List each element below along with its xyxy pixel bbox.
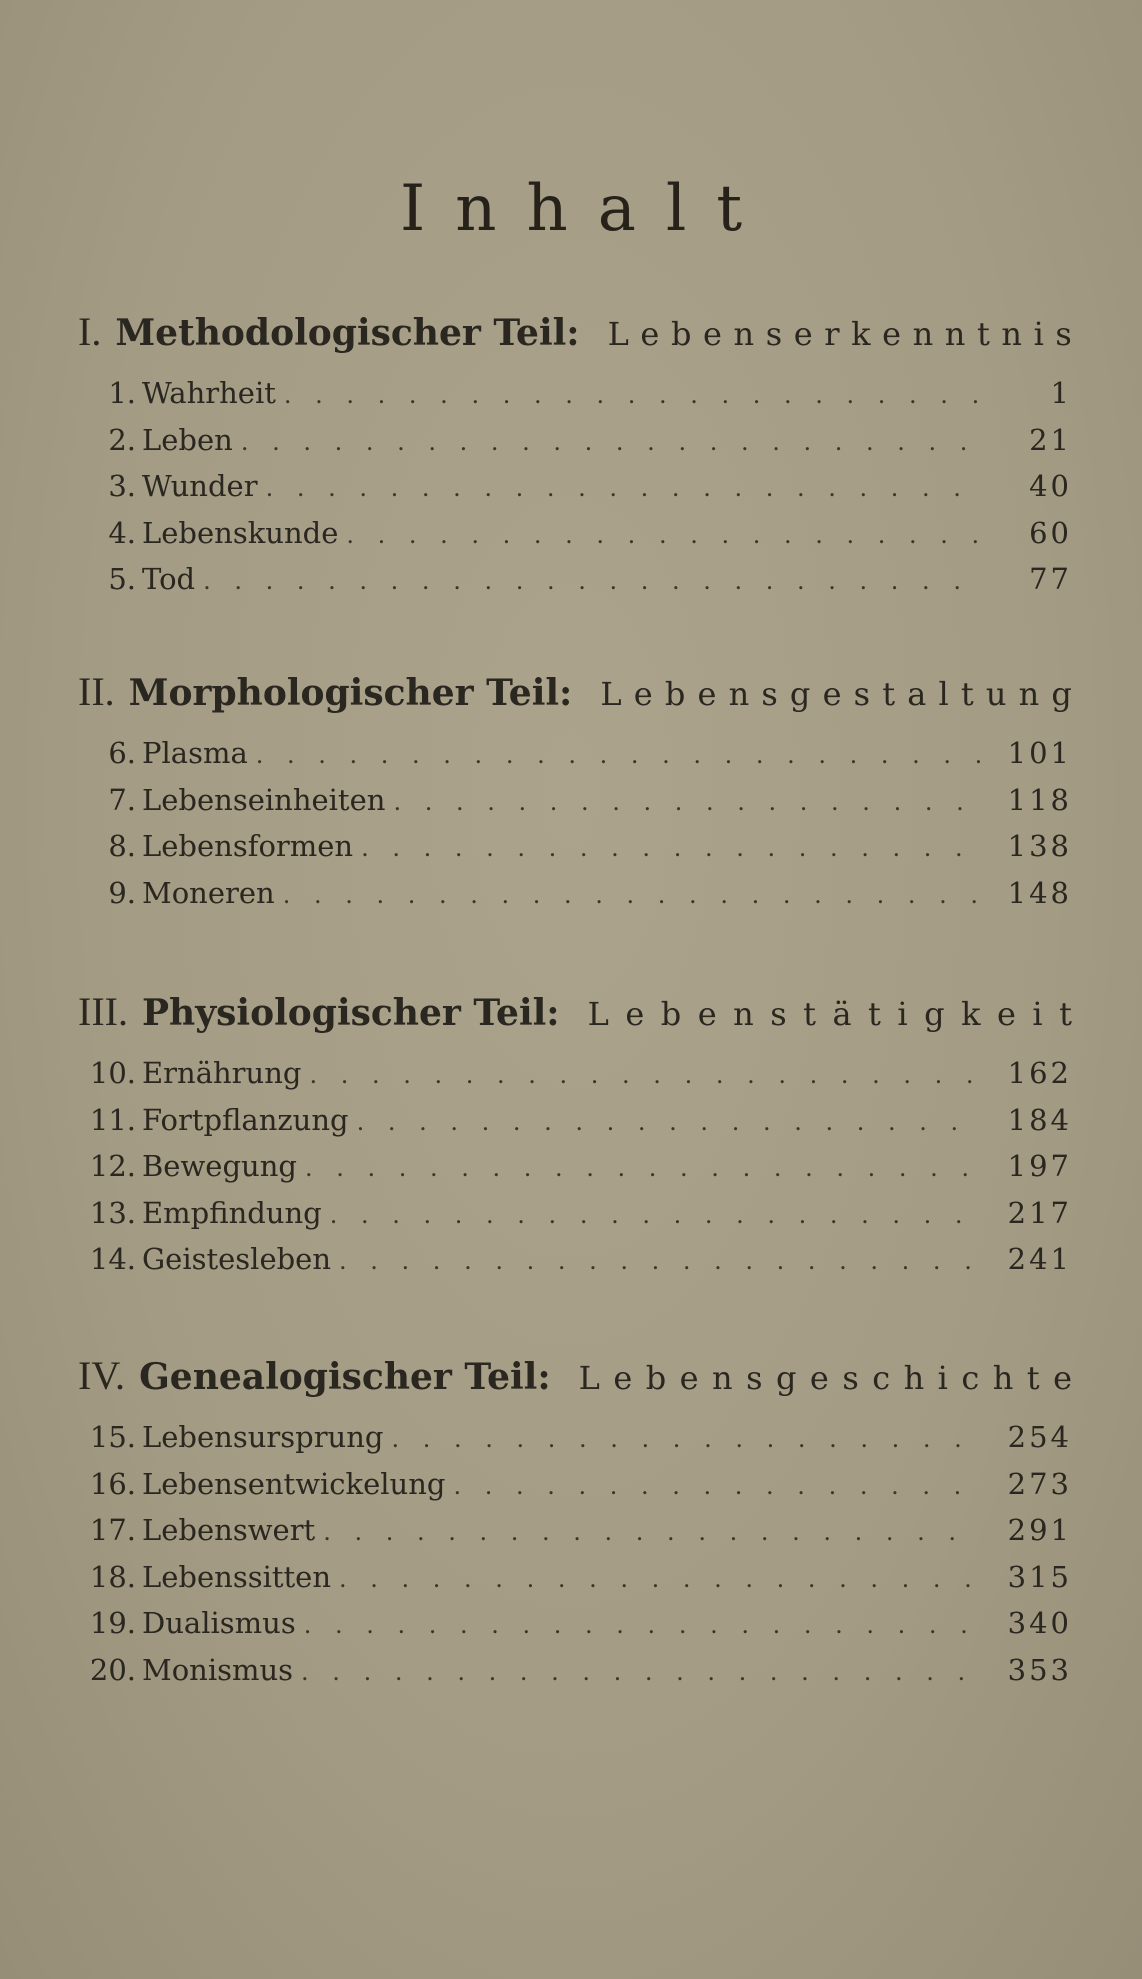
dot-leader xyxy=(203,567,982,595)
section-number: I. xyxy=(78,309,102,354)
entry-title: Plasma xyxy=(142,736,248,770)
toc-entry xyxy=(78,1103,1072,1150)
dot-leader xyxy=(309,1061,982,1089)
entry-title: Lebenseinheiten xyxy=(142,782,386,817)
section-subtitle: L e b e n s e r k e n n t n i s xyxy=(607,315,1072,353)
toc-entry xyxy=(78,1056,1072,1103)
section-label: Genealogischer Teil: xyxy=(139,1356,551,1398)
dot-leader xyxy=(241,428,982,456)
entry-title: Lebenssitten xyxy=(142,1559,332,1594)
toc-entry xyxy=(78,1149,1072,1196)
entry-title: Lebensformen xyxy=(142,829,354,863)
entry-page-number: 353 xyxy=(1007,1652,1072,1687)
section-heading xyxy=(78,988,1072,1044)
toc-entry xyxy=(78,562,1072,609)
dot-leader xyxy=(346,521,982,549)
toc-section xyxy=(78,668,1072,922)
page-title: Inhalt xyxy=(399,172,773,246)
section-subtitle: L e b e n s g e s t a l t u n g xyxy=(600,675,1072,713)
entry-page-number: 184 xyxy=(1007,1102,1072,1137)
entry-number: 18. xyxy=(89,1559,136,1594)
entry-title: Lebenskunde xyxy=(142,515,339,550)
entry-number: 10. xyxy=(89,1056,136,1090)
entry-page-number: 340 xyxy=(1007,1606,1072,1640)
toc-entry xyxy=(78,783,1072,830)
entry-number: 17. xyxy=(89,1513,136,1547)
dot-leader xyxy=(393,788,982,816)
entry-title: Lebensursprung xyxy=(142,1420,384,1454)
dot-leader xyxy=(453,1472,982,1500)
entry-list xyxy=(78,1420,1072,1699)
entry-page-number: 197 xyxy=(1007,1149,1072,1183)
toc-section xyxy=(78,1352,1072,1699)
entry-page-number: 21 xyxy=(1029,422,1072,457)
entry-page-number: 1 xyxy=(1050,376,1072,410)
toc-section xyxy=(78,988,1072,1289)
dot-leader xyxy=(266,474,982,502)
entry-page-number: 148 xyxy=(1007,875,1072,910)
entry-list xyxy=(78,376,1072,609)
toc-entry xyxy=(78,1560,1072,1607)
toc-section xyxy=(78,308,1072,609)
entry-number: 15. xyxy=(89,1420,136,1454)
entry-title: Bewegung xyxy=(142,1149,297,1183)
toc-entry xyxy=(78,736,1072,783)
entry-title: Geistesleben xyxy=(142,1242,332,1276)
toc-entry xyxy=(78,1420,1072,1467)
entry-title: Wunder xyxy=(142,469,258,503)
entry-page-number: 241 xyxy=(1007,1242,1072,1276)
entry-title: Monismus xyxy=(142,1652,294,1687)
entry-number: 8. xyxy=(108,829,136,863)
entry-title: Lebenswert xyxy=(142,1513,316,1547)
toc-entry xyxy=(78,1242,1072,1289)
entry-number: 1. xyxy=(108,376,136,410)
dot-leader xyxy=(256,741,982,769)
entry-page-number: 273 xyxy=(1007,1466,1072,1501)
dot-leader xyxy=(305,1154,982,1182)
entry-number: 20. xyxy=(89,1652,136,1687)
toc-entry xyxy=(78,1467,1072,1514)
dot-leader xyxy=(323,1518,982,1546)
entry-title: Ernährung xyxy=(142,1056,302,1090)
entry-list xyxy=(78,1056,1072,1289)
entry-number: 14. xyxy=(89,1242,136,1276)
entry-page-number: 118 xyxy=(1007,782,1072,817)
toc-entry xyxy=(78,1606,1072,1653)
section-heading xyxy=(78,1352,1072,1408)
entry-number: 5. xyxy=(108,562,136,596)
entry-page-number: 101 xyxy=(1007,736,1072,770)
toc-entry xyxy=(78,1653,1072,1700)
section-label: Morphologischer Teil: xyxy=(128,672,573,714)
entry-list xyxy=(78,736,1072,922)
entry-number: 3. xyxy=(108,469,136,503)
entry-title: Tod xyxy=(142,562,196,596)
entry-title: Dualismus xyxy=(142,1606,296,1640)
dot-leader xyxy=(330,1201,982,1229)
entry-page-number: 40 xyxy=(1029,469,1072,503)
entry-number: 13. xyxy=(89,1195,136,1230)
dot-leader xyxy=(304,1611,982,1639)
dot-leader xyxy=(339,1247,982,1275)
entry-number: 16. xyxy=(89,1466,136,1501)
entry-number: 6. xyxy=(108,736,136,770)
entry-page-number: 138 xyxy=(1007,829,1072,863)
dot-leader xyxy=(284,381,982,409)
toc-entry xyxy=(78,423,1072,470)
dot-leader xyxy=(357,1108,982,1136)
entry-number: 4. xyxy=(108,515,136,550)
entry-page-number: 60 xyxy=(1029,515,1072,550)
section-label: Methodologischer Teil: xyxy=(115,312,580,354)
entry-title: Leben xyxy=(142,422,233,457)
entry-title: Moneren xyxy=(142,875,275,910)
entry-title: Wahrheit xyxy=(142,376,276,410)
entry-number: 9. xyxy=(108,875,136,910)
entry-number: 7. xyxy=(108,782,136,817)
entry-page-number: 77 xyxy=(1029,562,1072,596)
entry-number: 2. xyxy=(108,422,136,457)
dot-leader xyxy=(301,1658,982,1686)
section-number: II. xyxy=(78,669,115,714)
entry-title: Empfindung xyxy=(142,1195,322,1230)
entry-number: 12. xyxy=(89,1149,136,1183)
entry-page-number: 217 xyxy=(1007,1195,1072,1230)
toc-entry xyxy=(78,876,1072,923)
entry-number: 11. xyxy=(89,1102,136,1137)
toc-entry xyxy=(78,1513,1072,1560)
entry-page-number: 315 xyxy=(1007,1559,1072,1594)
section-label: Physiologischer Teil: xyxy=(141,992,560,1034)
toc-entry xyxy=(78,469,1072,516)
toc-entry xyxy=(78,376,1072,423)
dot-leader xyxy=(283,881,982,909)
section-number: III. xyxy=(78,989,128,1034)
section-subtitle: L e b e n s g e s c h i c h t e xyxy=(578,1359,1072,1397)
entry-title: Lebensentwickelung xyxy=(142,1466,446,1501)
section-subtitle: L e b e n s t ä t i g k e i t xyxy=(587,995,1072,1033)
dot-leader xyxy=(339,1565,982,1593)
entry-page-number: 291 xyxy=(1007,1513,1072,1547)
toc-entry xyxy=(78,1196,1072,1243)
section-number: IV. xyxy=(78,1353,126,1398)
toc-entry xyxy=(78,829,1072,876)
entry-number: 19. xyxy=(89,1606,136,1640)
toc-entry xyxy=(78,516,1072,563)
entry-title: Fortpflanzung xyxy=(142,1102,349,1137)
section-heading xyxy=(78,668,1072,724)
entry-page-number: 254 xyxy=(1007,1420,1072,1454)
entry-page-number: 162 xyxy=(1007,1056,1072,1090)
dot-leader xyxy=(361,834,982,862)
section-heading xyxy=(78,308,1072,364)
dot-leader xyxy=(391,1425,982,1453)
